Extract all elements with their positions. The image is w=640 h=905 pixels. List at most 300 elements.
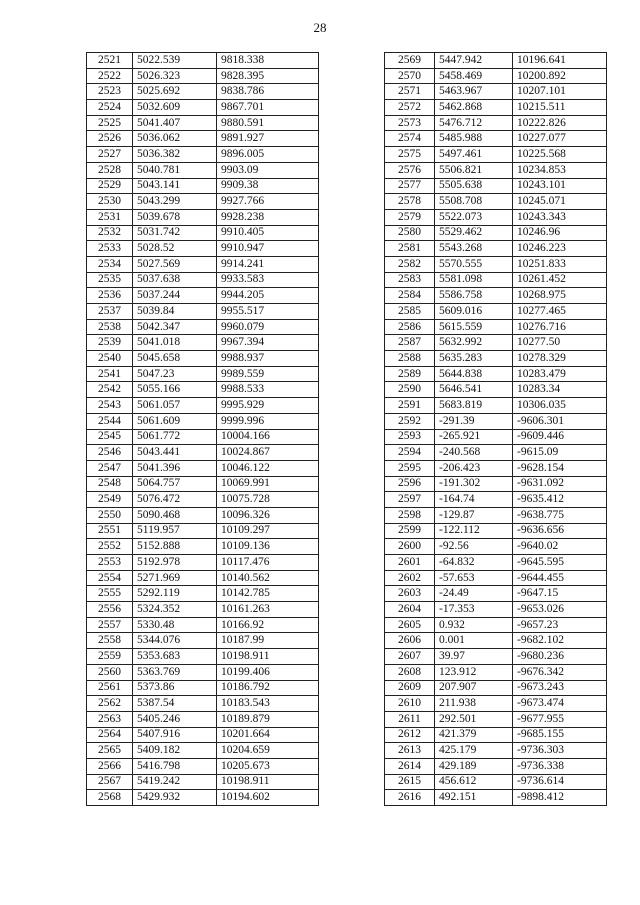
y-coordinate-cell: 10198.911 [217,774,319,790]
table-row [87,711,319,727]
y-coordinate-cell: 9960.079 [217,319,319,335]
table-row [87,602,319,618]
point-number-cell: 2573 [385,115,435,131]
table-row [385,555,607,571]
y-coordinate-cell: 10222.826 [513,115,607,131]
table-row [87,507,319,523]
table-row [87,366,319,382]
table-row [385,492,607,508]
x-coordinate-cell: 5271.969 [133,570,217,586]
table-row [87,178,319,194]
point-number-cell: 2607 [385,649,435,665]
point-number-cell: 2557 [87,617,133,633]
y-coordinate-cell: -9736.614 [513,774,607,790]
y-coordinate-cell: 9988.937 [217,351,319,367]
x-coordinate-cell: 5330.48 [133,617,217,633]
y-coordinate-cell: 9995.929 [217,398,319,414]
table-row [385,178,607,194]
x-coordinate-cell: 5586.758 [435,288,513,304]
y-coordinate-cell: 10215.511 [513,100,607,116]
x-coordinate-cell: 5683.819 [435,398,513,414]
y-coordinate-cell: 10196.641 [513,53,607,69]
y-coordinate-cell: 9880.591 [217,115,319,131]
table-row [385,633,607,649]
point-number-cell: 2570 [385,68,435,84]
x-coordinate-cell: 5458.469 [435,68,513,84]
table-row [87,225,319,241]
point-number-cell: 2584 [385,288,435,304]
table-row [87,758,319,774]
y-coordinate-cell: 9891.927 [217,131,319,147]
y-coordinate-cell: 10200.892 [513,68,607,84]
x-coordinate-cell: 5353.683 [133,649,217,665]
table-row [87,790,319,806]
x-coordinate-cell: 5644.838 [435,366,513,382]
x-coordinate-cell: 5043.299 [133,194,217,210]
y-coordinate-cell: 10225.568 [513,147,607,163]
x-coordinate-cell: 5055.166 [133,382,217,398]
y-coordinate-cell: 9828.395 [217,68,319,84]
point-number-cell: 2574 [385,131,435,147]
y-coordinate-cell: 10276.716 [513,319,607,335]
y-coordinate-cell: 10243.343 [513,209,607,225]
point-number-cell: 2592 [385,413,435,429]
table-row [385,382,607,398]
point-number-cell: 2587 [385,335,435,351]
point-number-cell: 2535 [87,272,133,288]
y-coordinate-cell: 10283.479 [513,366,607,382]
x-coordinate-cell: 5025.692 [133,84,217,100]
x-coordinate-cell: 5344.076 [133,633,217,649]
y-coordinate-cell: 9988.533 [217,382,319,398]
table-row [385,429,607,445]
point-number-cell: 2605 [385,617,435,633]
y-coordinate-cell: -9677.955 [513,711,607,727]
x-coordinate-cell: 5485.988 [435,131,513,147]
y-coordinate-cell: -9645.595 [513,555,607,571]
y-coordinate-cell: 10277.465 [513,304,607,320]
point-number-cell: 2550 [87,507,133,523]
point-number-cell: 2585 [385,304,435,320]
y-coordinate-cell: 9910.947 [217,241,319,257]
y-coordinate-cell: 9989.559 [217,366,319,382]
y-coordinate-cell: 9903.09 [217,162,319,178]
table-row [385,84,607,100]
point-number-cell: 2591 [385,398,435,414]
y-coordinate-cell: 9867.701 [217,100,319,116]
y-coordinate-cell: 9909.38 [217,178,319,194]
x-coordinate-cell: 5022.539 [133,53,217,69]
x-coordinate-cell: 5152.888 [133,539,217,555]
table-row [385,507,607,523]
x-coordinate-cell: -191.302 [435,476,513,492]
point-number-cell: 2569 [385,53,435,69]
x-coordinate-cell: 39.97 [435,649,513,665]
x-coordinate-cell: 5041.407 [133,115,217,131]
point-number-cell: 2571 [385,84,435,100]
table-row [87,445,319,461]
table-row [385,115,607,131]
table-row [87,288,319,304]
table-row [87,84,319,100]
x-coordinate-cell: -129.87 [435,507,513,523]
point-number-cell: 2598 [385,507,435,523]
table-row [87,272,319,288]
y-coordinate-cell: 10183.543 [217,696,319,712]
y-coordinate-cell: 9933.583 [217,272,319,288]
table-row [87,53,319,69]
table-row [87,256,319,272]
table-row [385,319,607,335]
point-number-cell: 2609 [385,680,435,696]
x-coordinate-cell: 5037.638 [133,272,217,288]
point-number-cell: 2612 [385,727,435,743]
y-coordinate-cell: 9910.405 [217,225,319,241]
table-row [87,476,319,492]
y-coordinate-cell: 10024.867 [217,445,319,461]
x-coordinate-cell: 5292.119 [133,586,217,602]
point-number-cell: 2595 [385,460,435,476]
x-coordinate-cell: 5036.062 [133,131,217,147]
x-coordinate-cell: 5090.468 [133,507,217,523]
x-coordinate-cell: 5373.86 [133,680,217,696]
point-number-cell: 2604 [385,602,435,618]
table-row [385,209,607,225]
point-number-cell: 2563 [87,711,133,727]
point-number-cell: 2558 [87,633,133,649]
point-number-cell: 2586 [385,319,435,335]
point-number-cell: 2536 [87,288,133,304]
point-number-cell: 2532 [87,225,133,241]
table-row [385,100,607,116]
x-coordinate-cell: 5409.182 [133,743,217,759]
point-number-cell: 2559 [87,649,133,665]
point-number-cell: 2599 [385,523,435,539]
point-number-cell: 2555 [87,586,133,602]
y-coordinate-cell: -9653.026 [513,602,607,618]
table-row [385,366,607,382]
point-number-cell: 2527 [87,147,133,163]
y-coordinate-cell: -9673.243 [513,680,607,696]
x-coordinate-cell: 5646.541 [435,382,513,398]
x-coordinate-cell: 0.001 [435,633,513,649]
table-body-right [385,53,607,806]
y-coordinate-cell: -9898.412 [513,790,607,806]
y-coordinate-cell: 10194.602 [217,790,319,806]
y-coordinate-cell: 10268.975 [513,288,607,304]
point-number-cell: 2546 [87,445,133,461]
y-coordinate-cell: 10166.92 [217,617,319,633]
x-coordinate-cell: -57.653 [435,570,513,586]
table-row [87,586,319,602]
table-row [87,147,319,163]
y-coordinate-cell: 10205.673 [217,758,319,774]
point-number-cell: 2583 [385,272,435,288]
point-number-cell: 2581 [385,241,435,257]
table-row [385,53,607,69]
page-number: 28 [313,20,327,35]
table-row [87,429,319,445]
point-number-cell: 2590 [385,382,435,398]
point-number-cell: 2544 [87,413,133,429]
y-coordinate-cell: -9644.455 [513,570,607,586]
table-row [385,445,607,461]
x-coordinate-cell: 5476.712 [435,115,513,131]
table-row [385,774,607,790]
x-coordinate-cell: 429.189 [435,758,513,774]
y-coordinate-cell: 10246.96 [513,225,607,241]
point-number-cell: 2539 [87,335,133,351]
x-coordinate-cell: 5192.978 [133,555,217,571]
point-number-cell: 2547 [87,460,133,476]
coordinates-table-left [86,52,319,806]
table-row [87,304,319,320]
x-coordinate-cell: 5043.141 [133,178,217,194]
table-row [385,680,607,696]
x-coordinate-cell: 5045.658 [133,351,217,367]
table-row [87,319,319,335]
table-row [87,523,319,539]
y-coordinate-cell: -9640.02 [513,539,607,555]
y-coordinate-cell: 10075.728 [217,492,319,508]
x-coordinate-cell: -122.112 [435,523,513,539]
y-coordinate-cell: 9967.394 [217,335,319,351]
x-coordinate-cell: 5463.967 [435,84,513,100]
table-row [385,335,607,351]
y-coordinate-cell: 10161.263 [217,602,319,618]
y-coordinate-cell: 10243.101 [513,178,607,194]
y-coordinate-cell: 9999.996 [217,413,319,429]
table-row [87,664,319,680]
table-row [87,492,319,508]
x-coordinate-cell: 5419.242 [133,774,217,790]
table-row [385,570,607,586]
table-row [87,539,319,555]
x-coordinate-cell: 5416.798 [133,758,217,774]
table-row [87,413,319,429]
point-number-cell: 2554 [87,570,133,586]
x-coordinate-cell: 5036.382 [133,147,217,163]
x-coordinate-cell: 5615.559 [435,319,513,335]
table-row [385,147,607,163]
x-coordinate-cell: 5429.932 [133,790,217,806]
point-number-cell: 2545 [87,429,133,445]
point-number-cell: 2602 [385,570,435,586]
x-coordinate-cell: 5039.84 [133,304,217,320]
table-row [385,194,607,210]
y-coordinate-cell: 10207.101 [513,84,607,100]
point-number-cell: 2577 [385,178,435,194]
x-coordinate-cell: -24.49 [435,586,513,602]
table-row [385,586,607,602]
table-row [87,382,319,398]
y-coordinate-cell: -9631.092 [513,476,607,492]
point-number-cell: 2593 [385,429,435,445]
point-number-cell: 2594 [385,445,435,461]
point-number-cell: 2615 [385,774,435,790]
point-number-cell: 2541 [87,366,133,382]
point-number-cell: 2537 [87,304,133,320]
x-coordinate-cell: 5040.781 [133,162,217,178]
table-row [87,162,319,178]
table-row [87,241,319,257]
point-number-cell: 2597 [385,492,435,508]
point-number-cell: 2526 [87,131,133,147]
x-coordinate-cell: 5061.772 [133,429,217,445]
x-coordinate-cell: 492.151 [435,790,513,806]
x-coordinate-cell: 123.912 [435,664,513,680]
point-number-cell: 2549 [87,492,133,508]
y-coordinate-cell: 10069.991 [217,476,319,492]
point-number-cell: 2528 [87,162,133,178]
point-number-cell: 2568 [87,790,133,806]
x-coordinate-cell: 5041.018 [133,335,217,351]
table-row [87,351,319,367]
point-number-cell: 2582 [385,256,435,272]
point-number-cell: 2610 [385,696,435,712]
table-row [385,460,607,476]
y-coordinate-cell: 10117.476 [217,555,319,571]
x-coordinate-cell: -206.423 [435,460,513,476]
point-number-cell: 2543 [87,398,133,414]
point-number-cell: 2603 [385,586,435,602]
table-row [87,633,319,649]
table-row [385,617,607,633]
point-number-cell: 2588 [385,351,435,367]
x-coordinate-cell: 5387.54 [133,696,217,712]
x-coordinate-cell: 425.179 [435,743,513,759]
table-row [87,68,319,84]
point-number-cell: 2523 [87,84,133,100]
table-row [87,460,319,476]
point-number-cell: 2524 [87,100,133,116]
x-coordinate-cell: 5043.441 [133,445,217,461]
y-coordinate-cell: 10186.792 [217,680,319,696]
y-coordinate-cell: -9615.09 [513,445,607,461]
x-coordinate-cell: 5027.569 [133,256,217,272]
point-number-cell: 2530 [87,194,133,210]
point-number-cell: 2601 [385,555,435,571]
x-coordinate-cell: 5037.244 [133,288,217,304]
y-coordinate-cell: 10245.071 [513,194,607,210]
y-coordinate-cell: 10251.833 [513,256,607,272]
y-coordinate-cell: 9955.517 [217,304,319,320]
x-coordinate-cell: 5042.347 [133,319,217,335]
table-row [87,209,319,225]
x-coordinate-cell: -240.568 [435,445,513,461]
x-coordinate-cell: 5039.678 [133,209,217,225]
table-row [385,288,607,304]
table-row [385,351,607,367]
table-row [385,241,607,257]
y-coordinate-cell: 10277.50 [513,335,607,351]
y-coordinate-cell: 10198.911 [217,649,319,665]
x-coordinate-cell: -164.74 [435,492,513,508]
x-coordinate-cell: -265.921 [435,429,513,445]
x-coordinate-cell: 5119.957 [133,523,217,539]
point-number-cell: 2589 [385,366,435,382]
x-coordinate-cell: 456.612 [435,774,513,790]
y-coordinate-cell: 9927.766 [217,194,319,210]
point-number-cell: 2562 [87,696,133,712]
x-coordinate-cell: 5522.073 [435,209,513,225]
x-coordinate-cell: 5407.916 [133,727,217,743]
y-coordinate-cell: 10246.223 [513,241,607,257]
point-number-cell: 2551 [87,523,133,539]
y-coordinate-cell: 10046.122 [217,460,319,476]
y-coordinate-cell: 10187.99 [217,633,319,649]
y-coordinate-cell: 10199.406 [217,664,319,680]
point-number-cell: 2572 [385,100,435,116]
x-coordinate-cell: 5031.742 [133,225,217,241]
point-number-cell: 2522 [87,68,133,84]
point-number-cell: 2561 [87,680,133,696]
y-coordinate-cell: 9896.005 [217,147,319,163]
point-number-cell: 2579 [385,209,435,225]
y-coordinate-cell: -9673.474 [513,696,607,712]
y-coordinate-cell: 10142.785 [217,586,319,602]
x-coordinate-cell: 0.932 [435,617,513,633]
y-coordinate-cell: -9676.342 [513,664,607,680]
table-row [385,225,607,241]
x-coordinate-cell: 5570.555 [435,256,513,272]
x-coordinate-cell: 5324.352 [133,602,217,618]
x-coordinate-cell: 5064.757 [133,476,217,492]
table-row [385,727,607,743]
point-number-cell: 2596 [385,476,435,492]
table-row [385,272,607,288]
x-coordinate-cell: 211.938 [435,696,513,712]
x-coordinate-cell: 5632.992 [435,335,513,351]
table-row [385,476,607,492]
y-coordinate-cell: -9635.412 [513,492,607,508]
table-row [385,523,607,539]
point-number-cell: 2538 [87,319,133,335]
table-row [385,539,607,555]
point-number-cell: 2560 [87,664,133,680]
x-coordinate-cell: 5076.472 [133,492,217,508]
x-coordinate-cell: 421.379 [435,727,513,743]
x-coordinate-cell: 5506.821 [435,162,513,178]
x-coordinate-cell: 5462.868 [435,100,513,116]
y-coordinate-cell: 10096.326 [217,507,319,523]
table-row [385,696,607,712]
point-number-cell: 2542 [87,382,133,398]
x-coordinate-cell: 5061.609 [133,413,217,429]
y-coordinate-cell: -9606.301 [513,413,607,429]
coordinates-table-right [384,52,607,806]
table-row [385,398,607,414]
x-coordinate-cell: 5543.268 [435,241,513,257]
table-row [385,758,607,774]
point-number-cell: 2613 [385,743,435,759]
point-number-cell: 2614 [385,758,435,774]
table-row [385,790,607,806]
point-number-cell: 2600 [385,539,435,555]
table-row [87,570,319,586]
point-number-cell: 2533 [87,241,133,257]
y-coordinate-cell: -9609.446 [513,429,607,445]
point-number-cell: 2548 [87,476,133,492]
point-number-cell: 2529 [87,178,133,194]
y-coordinate-cell: 10306.035 [513,398,607,414]
point-number-cell: 2525 [87,115,133,131]
table-row [385,649,607,665]
x-coordinate-cell: -291.39 [435,413,513,429]
x-coordinate-cell: 5405.246 [133,711,217,727]
x-coordinate-cell: 5447.942 [435,53,513,69]
point-number-cell: 2552 [87,539,133,555]
